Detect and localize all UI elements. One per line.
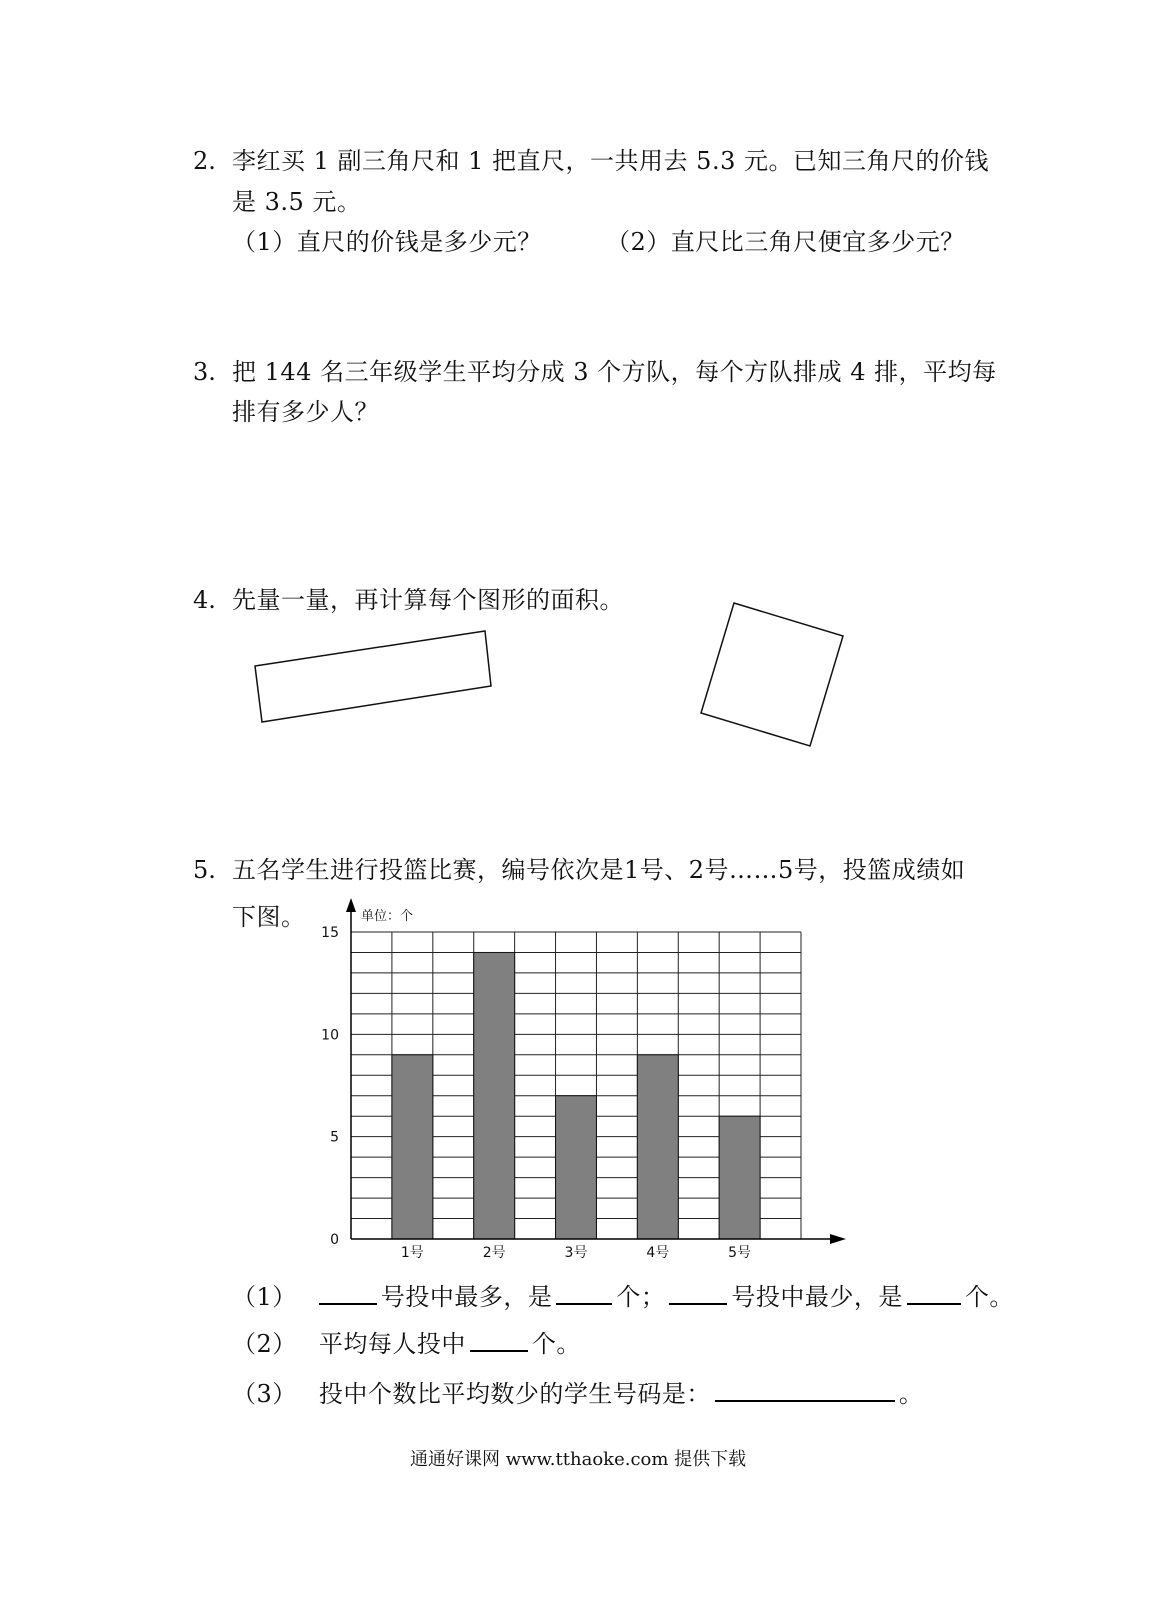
q5-line1: 五名学生进行投篮比赛，编号依次是1号、2号……5号，投篮成绩如 bbox=[232, 856, 966, 884]
q5-sub3-p2: 。 bbox=[898, 1380, 924, 1408]
q4-line1: 先量一量，再计算每个图形的面积。 bbox=[232, 586, 624, 614]
q5-sub1-p1: 号投中最多，是 bbox=[380, 1283, 553, 1311]
y-tick-label: 10 bbox=[321, 1027, 339, 1044]
footer-source: 通通好课网 www.tthaoke.com 提供下载 bbox=[410, 1449, 747, 1470]
answer-blank-average[interactable] bbox=[470, 1328, 528, 1352]
q3-line2: 排有多少人？ bbox=[232, 398, 379, 426]
q3-number: 3. bbox=[193, 358, 216, 386]
q5-sub1-prefix: （1） bbox=[232, 1283, 297, 1311]
q5-line2: 下图。 bbox=[232, 903, 306, 931]
answer-blank-least-count[interactable] bbox=[907, 1281, 961, 1305]
bar-1 bbox=[392, 1055, 433, 1239]
q5-number: 5. bbox=[193, 856, 216, 884]
x-tick-label: 4号 bbox=[646, 1245, 670, 1261]
q5-sub1-p2: 个； bbox=[616, 1283, 666, 1311]
answer-blank-least-number[interactable] bbox=[669, 1281, 727, 1305]
q5-sub1-p3: 号投中最少，是 bbox=[731, 1283, 903, 1311]
bar-2 bbox=[474, 952, 515, 1239]
x-axis-arrow bbox=[830, 1234, 846, 1244]
q3-line1: 把 144 名三年级学生平均分成 3 个方队，每个方队排成 4 排，平均每 bbox=[232, 358, 997, 386]
q5-sub1 bbox=[232, 1281, 1014, 1313]
q2-sub2: （2）直尺比三角尺便宜多少元？ bbox=[606, 228, 965, 256]
q5-sub3-prefix: （3） bbox=[232, 1380, 297, 1408]
q5-sub1-p4: 个。 bbox=[964, 1283, 1014, 1311]
bar-4 bbox=[637, 1055, 678, 1239]
x-tick-label: 3号 bbox=[564, 1245, 588, 1261]
chart-bars bbox=[392, 952, 760, 1239]
chart-labels bbox=[321, 909, 751, 1261]
q2-line1: 李红买 1 副三角尺和 1 把直尺，一共用去 5.3 元。已知三角尺的价钱 bbox=[232, 147, 989, 175]
y-tick-label: 15 bbox=[321, 925, 339, 941]
chart-axes bbox=[346, 898, 846, 1244]
answer-blank-below-average[interactable] bbox=[715, 1378, 895, 1402]
x-tick-label: 1号 bbox=[400, 1245, 424, 1261]
q2-line2: 是 3.5 元。 bbox=[232, 188, 362, 216]
rotated-rectangle bbox=[255, 631, 491, 722]
q5-sub2-prefix: （2） bbox=[232, 1330, 297, 1358]
unit-label: 单位：个 bbox=[361, 909, 414, 924]
bar-3 bbox=[556, 1096, 597, 1239]
q5-sub3 bbox=[232, 1378, 923, 1410]
x-tick-label: 5号 bbox=[728, 1245, 752, 1261]
q5-sub2-p2: 个。 bbox=[531, 1330, 581, 1358]
q4-number: 4. bbox=[193, 586, 216, 614]
y-tick-label: 0 bbox=[330, 1232, 339, 1248]
y-tick-label: 5 bbox=[330, 1129, 339, 1146]
rotated-square bbox=[701, 603, 843, 746]
q5-sub2 bbox=[232, 1328, 581, 1360]
answer-blank-most-count[interactable] bbox=[556, 1281, 612, 1305]
q2-number: 2. bbox=[193, 147, 216, 175]
x-tick-label: 2号 bbox=[482, 1245, 506, 1261]
answer-blank-most-number[interactable] bbox=[319, 1281, 377, 1305]
q5-sub3-p1: 投中个数比平均数少的学生号码是： bbox=[318, 1380, 711, 1408]
y-axis-arrow bbox=[346, 898, 356, 912]
chart-grid bbox=[351, 932, 801, 1239]
q5-sub2-p1: 平均每人投中 bbox=[318, 1330, 466, 1358]
q2-sub1: （1）直尺的价钱是多少元？ bbox=[232, 228, 542, 256]
bar-5 bbox=[719, 1116, 760, 1239]
